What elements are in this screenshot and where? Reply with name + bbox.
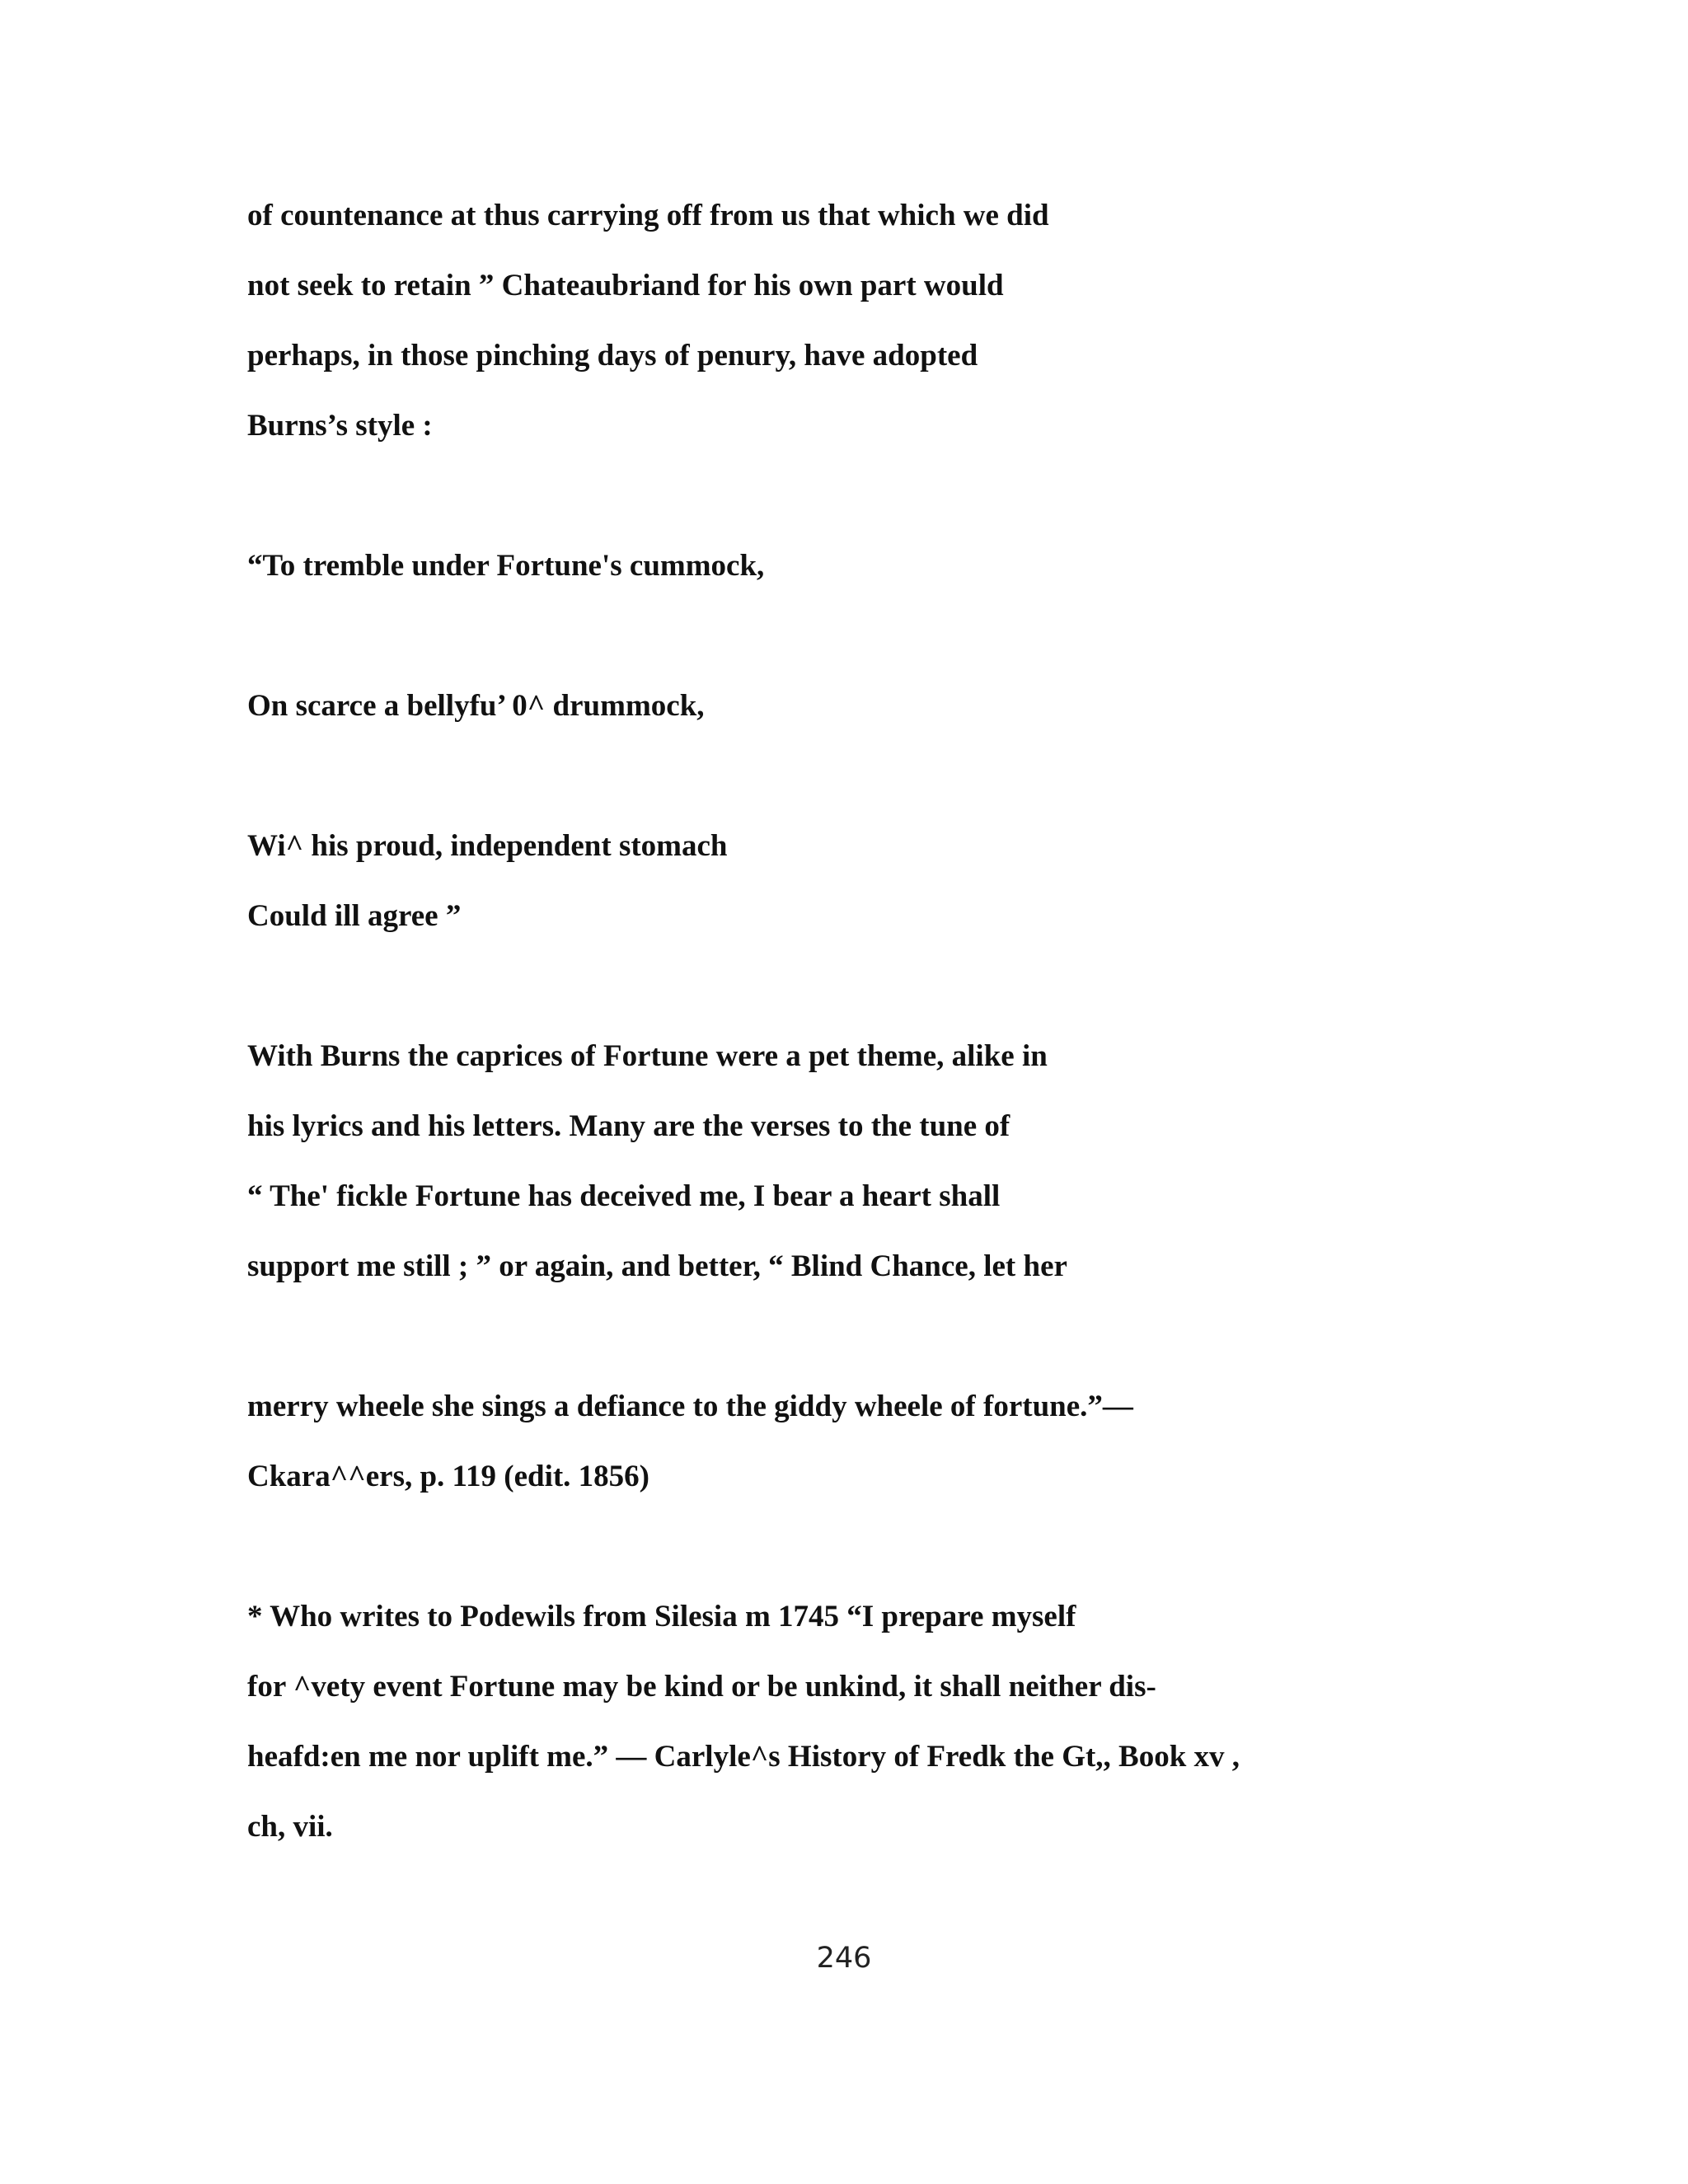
text-line: support me still ; ” or again, and better, “ Blind Chance, let her <box>247 1249 1067 1283</box>
text-line: “ The' fickle Fortune has deceived me, I bear a heart shall <box>247 1179 1001 1213</box>
text-line: With Burns the caprices of Fortune were a pet theme, alike in <box>247 1039 1048 1073</box>
text-line: his lyrics and his letters. Many are the verses to the tune of <box>247 1109 1010 1143</box>
footnote-line: ch, vii. <box>247 1810 333 1844</box>
verse-line: Wi^ his proud, independent stomach <box>247 829 728 863</box>
verse-line: “To tremble under Fortune's cummock, <box>247 549 765 583</box>
footnote-line: heafd:en me nor uplift me.” — Carlyle^s History of Fredk the Gt,, Book xv , <box>247 1740 1240 1774</box>
footnote-line: merry wheele she sings a defiance to the giddy wheele of fortune.”— <box>247 1390 1133 1423</box>
text-line: Burns’s style : <box>247 409 433 443</box>
text-line: not seek to retain ” Chateaubriand for his own part would <box>247 269 1004 302</box>
verse-line: On scarce a bellyfu’ 0^ drummock, <box>247 689 705 723</box>
footnote-line: Ckara^^ers, p. 119 (edit. 1856) <box>247 1460 649 1493</box>
footnote-line: for ^vety event Fortune may be kind or be unkind, it shall neither dis- <box>247 1670 1156 1704</box>
page-number: 246 <box>816 1942 872 1975</box>
text-line: perhaps, in those pinching days of penury, have adopted <box>247 339 978 373</box>
text-line: of countenance at thus carrying off from us that which we did <box>247 199 1049 232</box>
verse-line: Could ill agree ” <box>247 899 462 933</box>
footnote-line: * Who writes to Podewils from Silesia m 1745 “I prepare myself <box>247 1600 1076 1633</box>
